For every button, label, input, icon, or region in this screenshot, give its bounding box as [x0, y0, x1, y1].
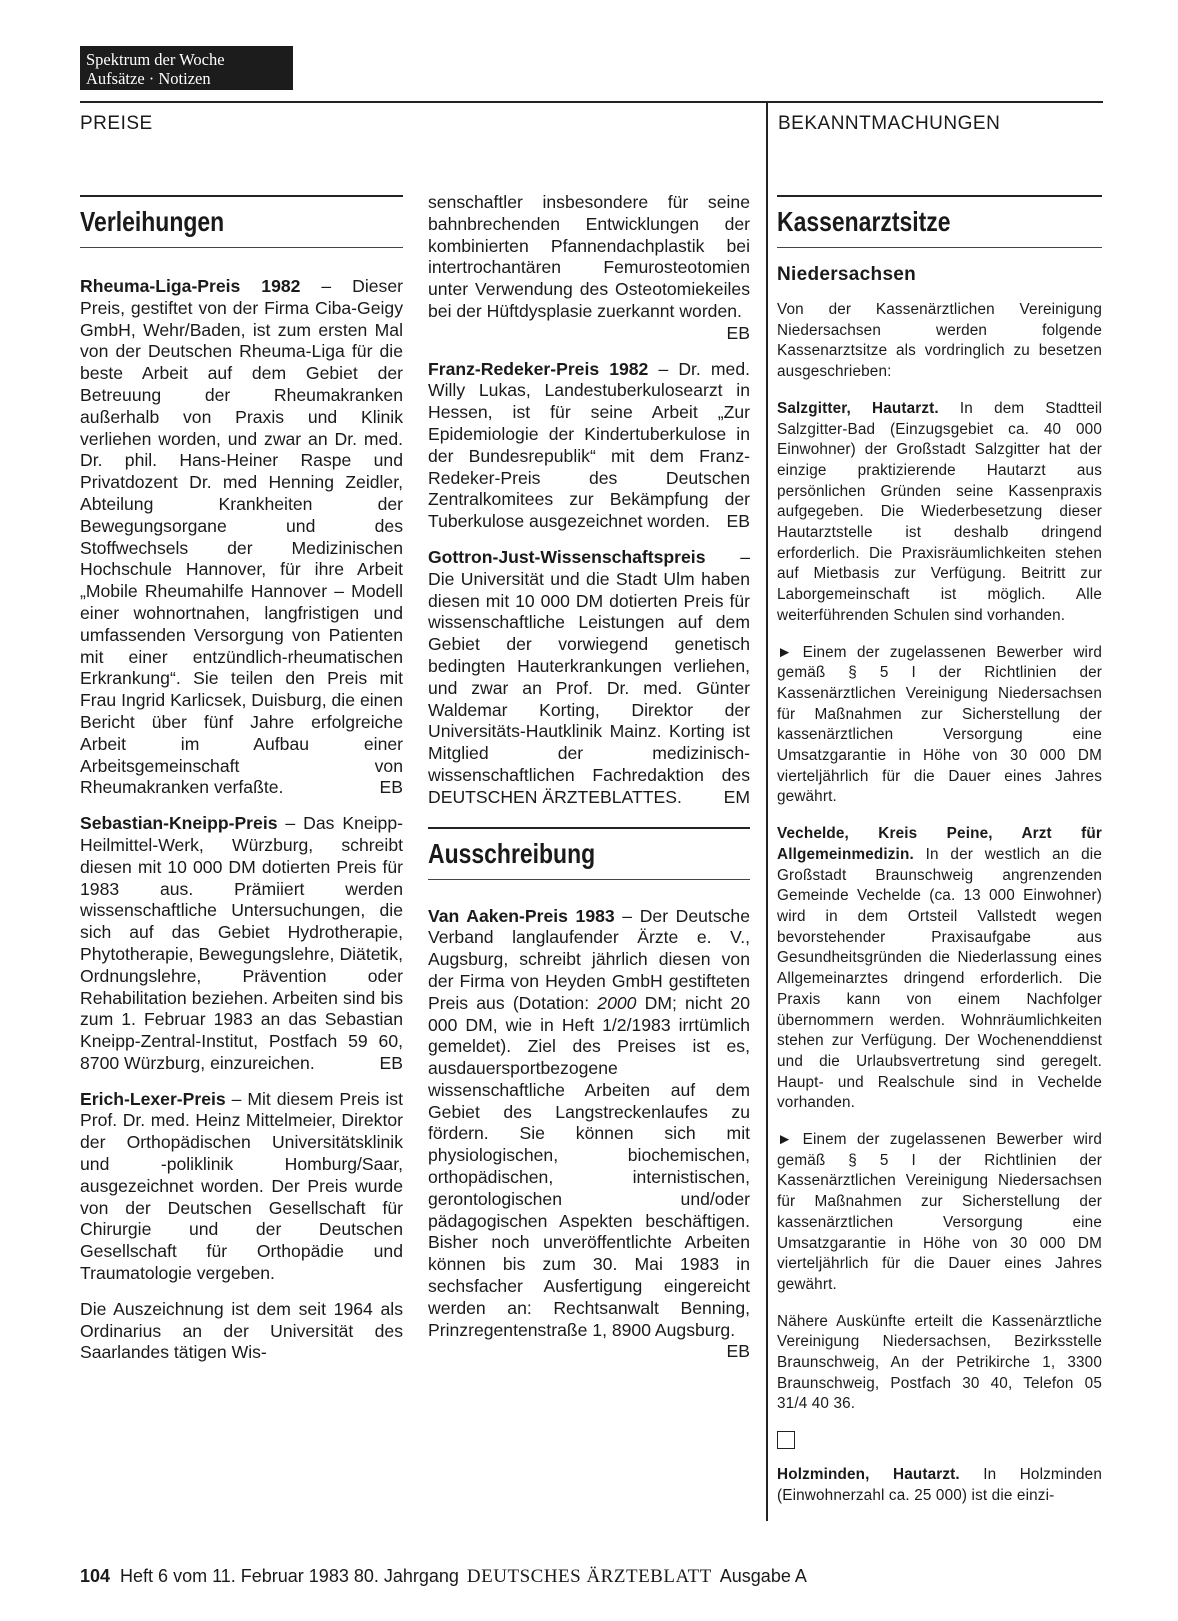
article-van-aaken-preis [428, 906, 750, 1364]
article-lexer-continued: Die Auszeichnung ist dem seit 1964 als Ordinarius an der Universität des Saarlandes tätigen Wis- [80, 1298, 403, 1363]
article-text: DM; nicht 20 000 DM, wie in Heft 1/2/1983 irrtümlich gemeldet). Ziel des Preises ist es, ausdauersportbezogene wissenschaftliche Arbeiten auf dem Gebiet des Langstreckenlaufes zu fördern. Sie können sich mit physiologischen, biochemischen, orthopädischen, internistischen, gerontologischen und/oder pädagogischen Aspekten beschäftigen. Bisher noch unveröffentlichte Arbeiten können bis zum 30. Mai 1983 in sechsfacher Ausfertigung eingereicht werden an: Rechtsanwalt Benning, Prinzregentenstraße 1, 8900 Augsburg. [428, 992, 750, 1340]
article-lead: Franz-Redeker-Preis 1982 [428, 358, 649, 379]
column-3 [777, 195, 1102, 1523]
article-text: – Dieser Preis, gestiftet von der Firma Ciba-Geigy GmbH, Wehr/Baden, ist zum ersten Mal von der Deutschen Rheuma-Liga für die beste Arbeit auf dem Gebiet der Betreuung der Rheumakranken außerhalb von Praxis und Klinik verliehen worden, und zwar an Dr. med. Dr. phil. Hans-Heiner Raspe und Privatdozent Dr. med Henning Zeidler, Abteilung Krankheiten der Bewegungsorgane und des Stoffwechsels der Medizinischen Hochschule Hannover, für ihre Arbeit „Mobile Rheumahilfe Hannover – Modell einer wohnortnahen, langfristigen und umfassenden Versorgung von Patienten mit einer entzündlich-rheumatischen Erkrankung“. Sie teilen den Preis mit Frau Ingrid Karlicsek, Duisburg, die einen Bericht über fünf Jahre erfolgreiche Arbeit im Aufbau einer Arbeitsgemeinschaft von Rheumakranken verfaßte. [80, 276, 403, 798]
notice-holzminden [777, 1465, 1102, 1506]
end-mark-box [777, 1431, 795, 1449]
headline-rule-top [428, 827, 750, 829]
headline-rule-top [80, 195, 403, 197]
badge-line-1: Spektrum der Woche [86, 50, 225, 69]
page-footer [80, 1566, 807, 1588]
intro-text: Von der Kassenärztlichen Vereinigung Niedersachsen werden folgende Kassenarztsitze als vordringlich zu besetzen ausgeschrieben: [777, 301, 1102, 381]
article-text: – Der Deutsche Verband langlaufender Ärzte e. V., Augsburg, schreibt jährlich diesen von der Firma von Heyden GmbH gestifteten Preis aus (Dotation: [428, 905, 750, 1013]
article-redeker-preis [428, 359, 750, 533]
article-rheuma-liga-preis [80, 276, 403, 799]
author-sig: EB [379, 1052, 403, 1073]
author-sig: EM [723, 786, 750, 807]
masthead: DEUTSCHES ÄRZTEBLATT [466, 1566, 712, 1587]
article-text-italic: 2000 [597, 992, 637, 1013]
notice-text: In dem Stadtteil Salzgitter-Bad (Einzugsgebiet ca. 40 000 Einwohner) der Großstadt Salzgitter hat der einzige praktizierende Hautarzt aus persönlichen Gründen seine Kassenpraxis aufgegeben. Die Wiederbesetzung dieser Hautarztstelle ist deshalb dringend erforderlich. Die Praxisräumlichkeiten stehen auf Mietbasis zur Verfügung. Beitritt zur Laborgemeinschaft ist möglich. Alle weiterführenden Schulen sind vorhanden. [777, 399, 1102, 624]
notice-lead: Vechelde, Kreis Peine, Arzt für Allgemeinmedizin. [777, 825, 1102, 863]
notice-guarantee-1: ► Einem der zugelassenen Bewerber wird gemäß § 5 I der Richtlinien der Kassenärztlichen Vereinigung Niedersachsen für Maßnahmen zur Sicherstellung der kassenärztlichen Versorgung eine Umsatzgarantie in Höhe von 30 000 DM vierteljährlich für die Dauer eines Jahres gewährt. [777, 643, 1102, 806]
article-text: senschaftler insbesondere für seine bahnbrechenden Entwicklungen der kombinierten Pfannendachplastik bei intertrochantären Femurosteotomien unter Verwendung des Osteotomiekeiles bei der Hüftdysplasie zuerkannt worden. [428, 192, 750, 321]
notice-lead: Salzgitter, Hautarzt. [777, 399, 939, 417]
headline-ausschreibung: Ausschreibung [428, 837, 596, 869]
author-sig: EB [379, 777, 403, 798]
notice-salzgitter [777, 399, 1102, 627]
article-text: – Das Kneipp-Heilmittel-Werk, Würzburg, schreibt diesen mit 10 000 DM dotierten Preis für 1983 aus. Prämiiert werden wissenschaftliche Untersuchungen, die sich auf das Gebiet Hydrotherapie, Phytotherapie, Bewegungslehre, Diätetik, Ordnungslehre, Prävention oder Rehabilitation beziehen. Arbeiten sind bis zum 1. Februar 1983 an das Sebastian Kneipp-Zentral-Institut, Postfach 59 60, 8700 Würzburg, einzureichen. [80, 813, 403, 1073]
article-lead: Van Aaken-Preis 1983 [428, 905, 615, 926]
article-kneipp-preis [80, 813, 403, 1075]
article-lead: Sebastian-Kneipp-Preis [80, 813, 278, 834]
article-lexer-end [428, 192, 750, 345]
headline-rule-bottom [80, 247, 403, 248]
badge-line-2: Aufsätze · Notizen [86, 69, 211, 88]
section-label-preise: PREISE [80, 113, 153, 134]
notice-guarantee-2: ► Einem der zugelassenen Bewerber wird gemäß § 5 I der Richtlinien der Kassenärztlichen Vereinigung Niedersachsen für Maßnahmen zur Sicherstellung der kassenärztlichen Versorgung eine Umsatzgarantie in Höhe von 30 000 DM vierteljährlich für die Dauer eines Jahres gewährt. [777, 1131, 1102, 1293]
section-label-bekanntmachungen: BEKANNTMACHUNGEN [778, 113, 1001, 134]
headline-verleihungen: Verleihungen [80, 206, 225, 237]
headline-kassenarztsitze: Kassenarztsitze [777, 206, 951, 237]
article-lead: Gottron-Just-Wissenschaftspreis [428, 546, 706, 567]
column-1 [80, 195, 403, 1378]
column-2 [428, 192, 750, 1377]
notice-text: In Holzminden (Einwohnerzahl ca. 25 000) ist die einzi- [777, 1466, 1102, 1504]
article-lexer-preis [80, 1089, 403, 1285]
author-sig: EB [726, 1341, 750, 1362]
article-text: – Mit diesem Preis ist Prof. Dr. med. Heinz Mittelmeier, Direktor der Orthopädischen Universitätsklinik und -poliklinik Homburg/Saar, ausgezeichnet worden. Der Preis wurde von der Deutschen Gesellschaft für Chirurgie und der Deutschen Gesellschaft für Orthopädie und Traumatologie vergeben. [80, 1088, 403, 1284]
article-text: – Die Universität und die Stadt Ulm haben diesen mit 10 000 DM dotierten Preis für wissenschaftliche Leistungen auf dem Gebiet der vorwiegend genetisch bedingten Hauterkrankungen verliehen, und zwar an Prof. Dr. med. Günter Waldemar Korting, Direktor der Universitäts-Hautklinik Mainz. Korting ist Mitglied der medizinisch-wissenschaftlichen Fachredaktion des DEUTSCHEN ÄRZTEBLATTES. [428, 546, 750, 807]
notice-text: In der westlich an die Großstadt Braunschweig angrenzenden Gemeinde Vechelde (ca. 13 000 Einwohner) wird in dem Ortsteil Vallstedt wegen bevorstehender Praxisaufgabe aus Gesundheitsgründen die Niederlassung eines Allgemeinarztes dringend erforderlich. Die Praxis kann von einem Nachfolger übernommern werden. Wohnräumlichkeiten stehen zur Verfügung. Der Wochenenddienst und die Urlaubsvertretung sind geregelt. Haupt- und Realschule sind in Vechelde vorhanden. [777, 845, 1102, 1112]
subhead-niedersachsen: Niedersachsen [777, 264, 917, 285]
author-sig: EB [726, 511, 750, 532]
page-number: 104 [80, 1566, 111, 1586]
article-lead: Erich-Lexer-Preis [80, 1088, 226, 1109]
issue-info: Heft 6 vom 11. Februar 1983 80. Jahrgang [120, 1566, 459, 1586]
top-rule [80, 101, 1103, 103]
article-gottron-just-preis [428, 547, 750, 809]
article-text: – Dr. med. Willy Lukas, Landestuberkulosearzt in Hessen, ist für seine Arbeit „Zur Epidemiologie der Kindertuberkulose in der Bundesrepublik“ mit dem Franz-Redeker-Preis des Deutschen Zentralkomitees zur Bekämpfung der Tuberkulose ausgezeichnet worden. [428, 358, 751, 532]
column-divider [766, 101, 768, 1521]
notice-vechelde [777, 824, 1102, 1114]
edition: Ausgabe A [719, 1566, 807, 1586]
headline-rule-bottom [777, 247, 1102, 248]
notice-lead: Holzminden, Hautarzt. [777, 1466, 960, 1484]
headline-rule-top [777, 195, 1102, 197]
notice-contact: Nähere Auskünfte erteilt die Kassenärztliche Vereinigung Niedersachsen, Bezirksstelle Braunschweig, An der Petrikirche 1, 3300 Braunschweig, Postfach 30 40, Telefon 05 31/4 40 36. [777, 1312, 1102, 1413]
author-sig: EB [726, 322, 750, 343]
headline-rule-bottom [428, 879, 750, 880]
article-lead: Rheuma-Liga-Preis 1982 [80, 276, 301, 296]
section-badge [80, 46, 293, 90]
